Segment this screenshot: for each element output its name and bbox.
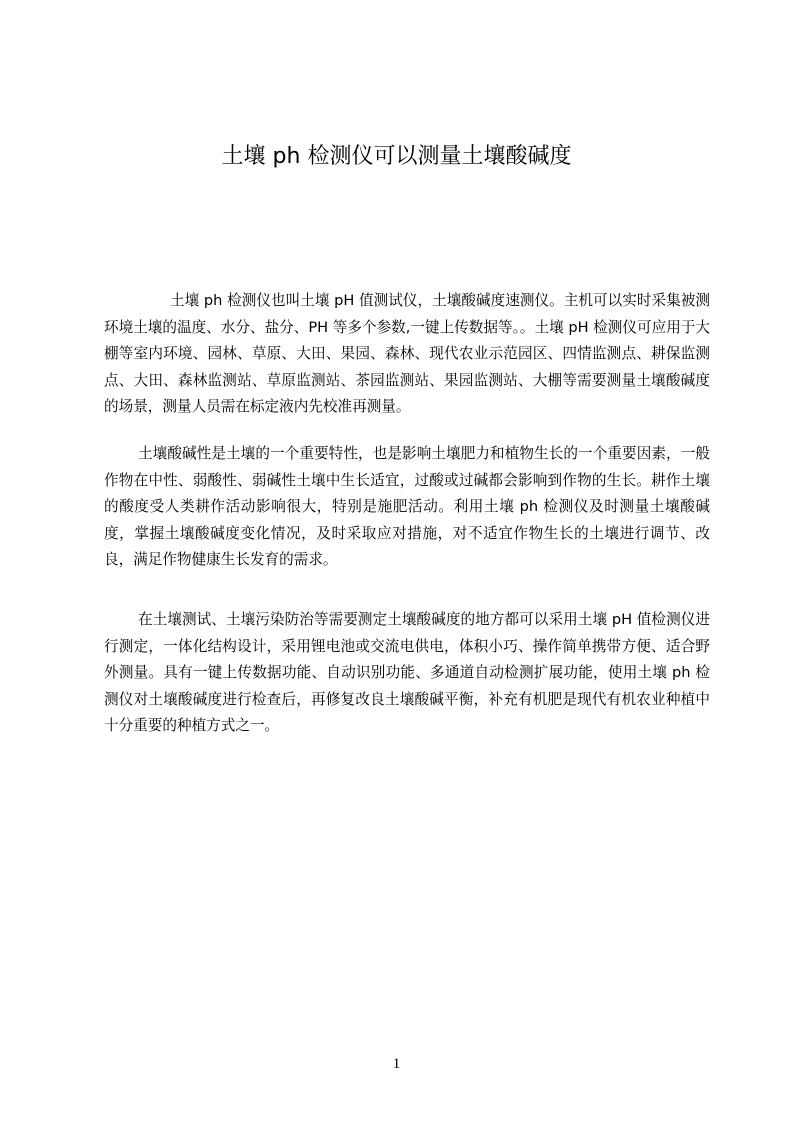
paragraph-soil-acidity: 土壤酸碱性是土壤的一个重要特性，也是影响土壤肥力和植物生长的一个重要因素，一般作物在中性、弱酸性、弱碱性土壤中生长适宜，过酸或过碱都会影响到作物的生长。耕作土壤的酸度受人类耕作活动影响很大，特别是施肥活动。利用土壤 ph 检测仪及时测量土壤酸碱度，掌握土壤酸碱度变化情况，及时采取应对措施，对不适宜作物生长的土壤进行调节、改良，满足作物健康生长发育的需求。 xyxy=(104,445,710,568)
page-number: 1 xyxy=(392,1056,401,1072)
paragraph-intro: 土壤 ph 检测仪也叫土壤 pH 值测试仪，土壤酸碱度速测仪。主机可以实时采集被测环境土壤的温度、水分、盐分、PH 等多个参数,一键上传数据等。。土壤 pH 检测仪可应用于大棚等室内环境、园林、草原、大田、果园、森林、现代农业示范园区、四情监测点、耕保监测点、大田、森林监测站、草原监测站、茶园监测站、果园监测站、大棚等需要测量土壤酸碱度的场景，测量人员需在标定液内先校准再测量。 xyxy=(104,292,710,415)
document-title: 土壤 ph 检测仪可以测量土壤酸碱度 xyxy=(221,144,572,169)
paragraph-applications: 在土壤测试、土壤污染防治等需要测定土壤酸碱度的地方都可以采用土壤 pH 值检测仪进行测定，一体化结构设计，采用锂电池或交流电供电，体积小巧、操作简单携带方便、适合野外测量。具有一键上传数据功能、自动识别功能、多通道自动检测扩展功能，使用土壤 ph 检测仪对土壤酸碱度进行检查后，再修复改良土壤酸碱平衡，补充有机肥是现代有机农业种植中十分重要的种植方式之一。 xyxy=(104,611,710,734)
